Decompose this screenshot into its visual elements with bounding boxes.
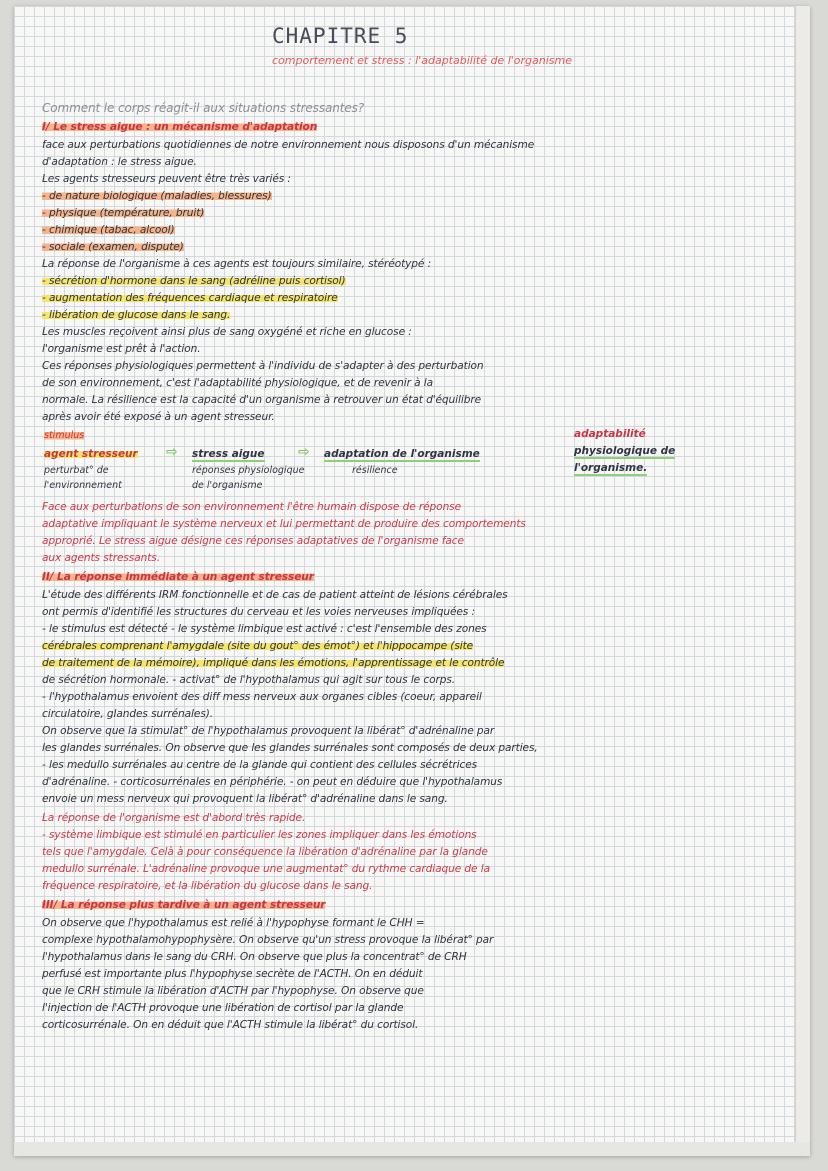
section-3-heading-text: III/ La réponse plus tardive à un agent stresseur bbox=[42, 899, 326, 911]
s1-line-5-text: - chimique (tabac, alcool) bbox=[42, 224, 175, 236]
arrow-right-icon: ⇨ bbox=[298, 444, 310, 460]
s1-summary-2: approprié. Le stress aigue désigne ces réponses adaptatives de l'organisme face bbox=[42, 535, 464, 547]
chapter-subtitle: comportement et stress : l'adaptabilité de l'organisme bbox=[272, 54, 572, 67]
s2-summary-0: La réponse de l'organisme est d'abord très rapide. bbox=[42, 812, 306, 824]
s2-line-3 bbox=[42, 638, 786, 655]
s1-line-3-text: - de nature biologique (maladies, blessures) bbox=[42, 190, 272, 202]
s1-line-11: Les muscles reçoivent ainsi plus de sang oxygéné et riche en glucose : bbox=[42, 326, 412, 338]
s1-summary-3: aux agents stressants. bbox=[42, 552, 160, 564]
s2-line-1: ont permis d'identifié les structures du cerveau et les voies nerveuses impliquées : bbox=[42, 606, 475, 618]
agent-sub-2: l'environnement bbox=[44, 480, 122, 491]
stress-aigue-label: stress aigue bbox=[192, 448, 265, 460]
s1-line-10 bbox=[42, 307, 786, 324]
s1-line-6 bbox=[42, 239, 786, 256]
s2-line-12: envoie un mess nerveux qui provoquent la libérat° d'adrénaline dans le sang. bbox=[42, 793, 448, 805]
section-2-heading bbox=[42, 569, 786, 586]
section-1-heading bbox=[42, 119, 786, 136]
s2-line-4 bbox=[42, 655, 786, 672]
stress-sub-1: réponses physiologique bbox=[192, 465, 305, 476]
notebook-page bbox=[14, 6, 810, 1156]
s3-line-2: l'hypothalamus dans le sang du CRH. On observe que plus la concentrat° de CRH bbox=[42, 951, 467, 963]
s2-summary-2: tels que l'amygdale. Celà à pour conséquence la libération d'adrénaline par la glande bbox=[42, 846, 488, 858]
s1-line-9-text: - augmentation des fréquences cardiaque et respiratoire bbox=[42, 292, 338, 304]
s1-line-2: Les agents stresseurs peuvent être très variés : bbox=[42, 173, 291, 185]
adaptabilite-line-2: physiologique de bbox=[574, 445, 676, 457]
s1-line-3 bbox=[42, 188, 786, 205]
arrow-right-icon: ⇨ bbox=[166, 444, 178, 460]
stimulus-label: stimulus bbox=[44, 430, 85, 441]
s1-line-12: l'organisme est prêt à l'action. bbox=[42, 343, 201, 355]
s2-line-2: - le stimulus est détecté - le système limbique est activé : c'est l'ensemble des zones bbox=[42, 623, 487, 635]
adaptabilite-line-3: l'organisme. bbox=[574, 462, 648, 474]
s2-line-4-text: de traitement de la mémoire), impliqué dans les émotions, l'apprentissage et le contrôle bbox=[42, 657, 505, 669]
adaptation-sub: résilience bbox=[352, 465, 398, 476]
s3-line-3: perfusé est importante plus l'hypophyse secrète de l'ACTH. On en déduit bbox=[42, 968, 423, 980]
s2-summary-1: - système limbique est stimulé en particulier les zones impliquer dans les émotions bbox=[42, 829, 477, 841]
section-3-heading bbox=[42, 897, 786, 914]
s2-summary-4: fréquence respiratoire, et la libération du glucose dans le sang. bbox=[42, 880, 373, 892]
s1-line-6-text: - sociale (examen, dispute) bbox=[42, 241, 184, 253]
stress-sub-2: de l'organisme bbox=[192, 480, 263, 491]
s2-line-3-text: cérébrales comprenant l'amygdale (site du gout° des émot°) et l'hippocampe (site bbox=[42, 640, 474, 652]
s1-line-4-text: - physique (température, bruit) bbox=[42, 207, 205, 219]
s2-line-6: - l'hypothalamus envoient des diff mess nerveux aux organes cibles (coeur, appareil bbox=[42, 691, 482, 703]
s2-line-8: On observe que la stimulat° de l'hypothalamus provoquent la libérat° d'adrénaline par bbox=[42, 725, 495, 737]
page-bottom-edge bbox=[14, 1142, 810, 1156]
agent-sub-1: perturbat° de bbox=[44, 465, 109, 476]
s2-line-11: d'adrénaline. - corticosurrénales en périphérie. - on peut en déduire que l'hypothalamus bbox=[42, 776, 503, 788]
agent-stresseur-label: agent stresseur bbox=[44, 448, 138, 460]
s3-line-6: corticosurrénale. On en déduit que l'ACTH stimule la libérat° du cortisol. bbox=[42, 1019, 419, 1031]
s2-line-0: L'étude des différents IRM fonctionnelle et de cas de patient atteint de lésions cérébrales bbox=[42, 589, 508, 601]
s1-line-1: d'adaptation : le stress aigue. bbox=[42, 156, 197, 168]
s2-line-7: circulatoire, glandes surrénales). bbox=[42, 708, 214, 720]
adaptabilite-line-1: adaptabilité bbox=[574, 428, 646, 440]
s1-line-14: de son environnement, c'est l'adaptabilité physiologique, et de revenir à la bbox=[42, 377, 434, 389]
s3-line-4: que le CRH stimule la libération d'ACTH par l'hypophyse. On observe que bbox=[42, 985, 424, 997]
s2-line-5: de sécrétion hormonale. - activat° de l'hypothalamus qui agit sur tous le corps. bbox=[42, 674, 456, 686]
s1-line-5 bbox=[42, 222, 786, 239]
s2-line-10: - les medullo surrénales au centre de la glande qui contient des cellules sécrétrices bbox=[42, 759, 478, 771]
s1-summary-1: adaptative impliquant le système nerveux et lui permettant de produire des comportements bbox=[42, 518, 526, 530]
s1-line-13: Ces réponses physiologiques permettent à l'individu de s'adapter à des perturbation bbox=[42, 360, 484, 372]
s1-line-16: après avoir été exposé à un agent stresseur. bbox=[42, 411, 275, 423]
s1-line-7: La réponse de l'organisme à ces agents est toujours similaire, stéréotypé : bbox=[42, 258, 432, 270]
s3-line-5: l'injection de l'ACTH provoque une libération de cortisol par la glande bbox=[42, 1002, 404, 1014]
s1-line-8 bbox=[42, 273, 786, 290]
chapter-title: CHAPITRE 5 bbox=[272, 24, 409, 48]
s1-line-4 bbox=[42, 205, 786, 222]
s2-line-9: les glandes surrénales. On observe que les glandes surrénales sont composés de deux parties, bbox=[42, 742, 538, 754]
s1-line-10-text: - libération de glucose dans le sang. bbox=[42, 309, 231, 321]
adaptation-label: adaptation de l'organisme bbox=[324, 448, 480, 460]
section-1-heading-text: I/ Le stress aigue : un mécanisme d'adaptation bbox=[42, 121, 318, 133]
page-edge bbox=[795, 6, 810, 1156]
s1-line-15: normale. La résilience est la capacité d'un organisme à retrouver un état d'équilibre bbox=[42, 394, 481, 406]
s1-line-0: face aux perturbations quotidiennes de notre environnement nous disposons d'un mécanisme bbox=[42, 139, 535, 151]
s1-summary-0: Face aux perturbations de son environnement l'être humain dispose de réponse bbox=[42, 501, 462, 513]
s3-line-1: complexe hypothalamohypophysère. On observe qu'un stress provoque la libérat° par bbox=[42, 934, 494, 946]
section-2-heading-text: II/ La réponse immédiate à un agent stresseur bbox=[42, 571, 314, 583]
s2-summary-3: medullo surrénale. L'adrénaline provoque une augmentat° du rythme cardiaque de la bbox=[42, 863, 490, 875]
s1-line-9 bbox=[42, 290, 786, 307]
guiding-question: Comment le corps réagit-il aux situations stressantes? bbox=[42, 101, 365, 115]
s3-line-0: On observe que l'hypothalamus est relié à l'hypophyse formant le CHH = bbox=[42, 917, 425, 929]
s1-line-8-text: - sécrétion d'hormone dans le sang (adréline puis cortisol) bbox=[42, 275, 346, 287]
